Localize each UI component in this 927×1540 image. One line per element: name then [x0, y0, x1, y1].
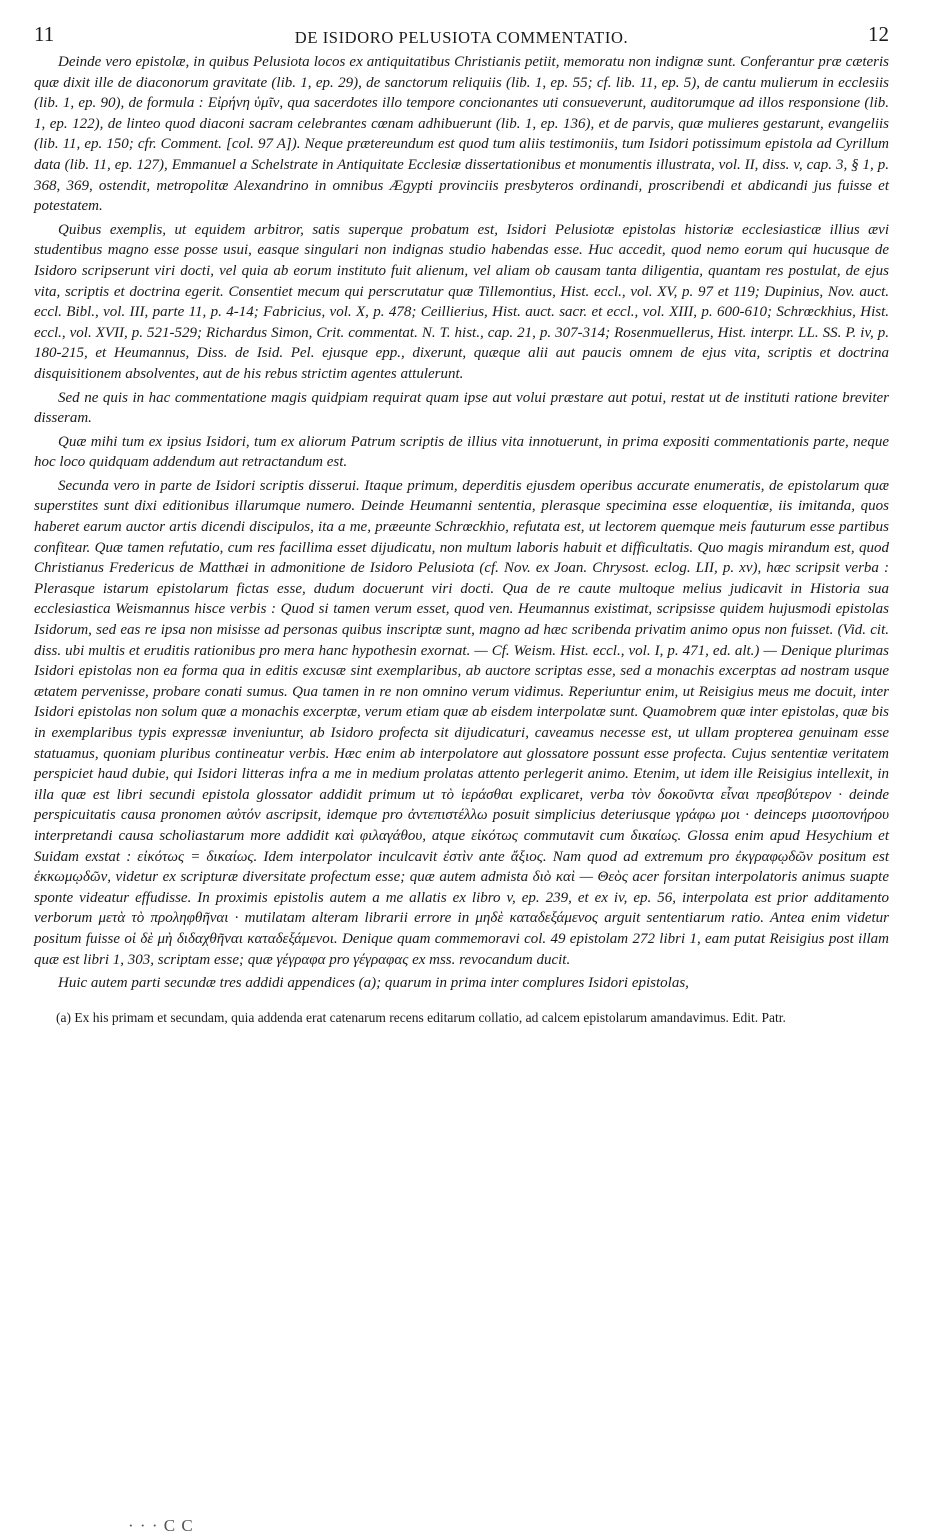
- paragraph: Sed ne quis in hac commentatione magis quidpiam requirat quam ipse aut volui præstare aut potui, restat ut de instituti ratione breviter disseram.: [34, 389, 889, 427]
- paragraph: Huic autem parti secundæ tres addidi appendices (a); quarum in prima inter complures Isidori epistolas,: [58, 975, 689, 992]
- paragraph: Quæ mihi tum ex ipsius Isidori, tum ex aliorum Patrum scriptis de illius vita innotuerunt, in prima expositi commentationis parte, neque hoc loco quidquam addendum aut retractandum est.: [34, 433, 889, 471]
- page-number-left: 11: [34, 22, 55, 46]
- paragraph: Quibus exemplis, ut equidem arbitror, satis superque probatum est, Isidori Pelusiotæ epistolas historiæ ecclesiasticæ illius ævi studentibus magno esse posse usui, easque singulari non indignas studio habendas esse. Huc accedit, quod nemo eorum qui hucusque de Isidoro scripserunt viri docti, vel quia ab eorum instituto fuit alienum, vel aliam ob causam tanta diligentia, quantam res postulat, de ejus vita, scriptis et doctrina egerit. Consentiet mecum qui perscrutatur quæ Tillemontius, Hist. eccl., vol. XV, p. 97 et 119; Dupinius, Nov. auct. eccl. Bibl., vol. III, parte 11, p. 4-14; Fabricius, vol. X, p. 478; Ceillierius, Hist. auct. sacr. et eccl., vol. XIII, p. 600-610; Schrœckhius, Hist. eccl., vol. XVII, p. 521-529; Richardus Simon, Crit. commentat. N. T. hist., cap. 21, p. 307-314; Rosenmuellerus, Hist. interpr. LL. SS. P. iv, p. 180-215, et Heumannus, Diss. de Isid. Pel. ejusque epp., dixerunt, quæque alii aut paucis omnem de ejus vita, scriptis et doctrina disquisitionem absolventes, aut de his rebus strictim agentes attulerunt.: [34, 221, 889, 382]
- paragraph: Secunda vero in parte de Isidori scriptis disserui. Itaque primum, deperditis ejusdem operibus accurate enumeratis, de epistolarum quæ superstites sunt dixi editionibus illarumque numero. Deinde Heumanni sententia, plerasque specimina esse eloquentiæ, iis imitanda, quos haberet earum auctor artis dicendi discipulos, ita a me, præeunte Schrœckhio, refutata est, ut lectorem quemque meis fauturum esse partibus confitear. Quæ tamen refutatio, cum res facillima esset dijudicatu, non multum laboris habuit et difficultatis. Quo magis mirandum est, quod Christianus Fredericus de Matthæi in admonitione de Isidoro Pelusiota (cf. Nov. ex Joan. Chrysost. eclog. LII, p. xv), hæc scripsit verba : Plerasque istarum epistolarum fictas esse, dudum docuerunt viri docti. Qua de re caute multoque melius judicavit in Historia sua ecclesiastica Weismannus hisce verbis : Quod si tamen verum esset, quod ven. Heumannus existimat, scripsisse quidem hujusmodi epistolas Isidorum, sed eas re ipsa non misisse ad personas quibus inscriptæ sunt, magno ad hæc scribenda privatim animo opus non fuisset. (Vid. cit. diss. ubi multis et eruditis rationibus pro mera hanc hypothesin exornat. — Cf. Weism. Hist. eccl., vol. I, p. 471, ed. alt.) — Denique plurimas Isidori epistolas non ea forma qua in editis excusæ sint exemplaribus, ab auctore scriptas esse, sed a monachis excerptas ad nostram usque ætatem pervenisse, probare conati sumus. Qua tamen in re non omnino verum vidimus. Reperiuntur enim, ut Reisigius meus me docuit, inter Isidori epistolas non solum quæ a monachis excerptæ, verum etiam quæ ab eisdem interpolatæ sunt. Quamobrem quæ inter epistolas, quæ bis in exemplaribus typis expressæ inveniuntur, ab Isidoro profecta sit dijudicaturi, caveamus necesse est, ut ullam propterea genuinam esse statuamus, quoniam pluribus contineatur verbis. Hæc enim ab interpolatore aut glossatore possunt esse profecta. Cujus sententiæ veritatem perspiciet haud dubie, qui Isidori litteras infra a me in medium prolatas attento perlegerit animo. Etenim, ut idem ille Reisigius intellexit, in illa quæ est libri secundi epistola glossator addidit primum ut τὸ ἱεράσθαι explicaret, verba τὸν δοκοῦντα εἶναι πρεσβύτερον · deinde perspicuitatis causa pronomen αὐτόν ascripsit, idemque pro ἀντεπιστέλλω posuit simplicius deteriusque γράφω μοι · deinceps μισοπονήρου interpretandi causa scholiastarum more addidit καὶ φιλαγάθου, atque εἰκότως commutavit cum δικαίως. Glossa enim apud Hesychium et Suidam exstat : εἰκότως = δικαίως. Idem interpolator inculcavit ἐστὶν ante ἄξιος. Nam quod ad extremum pro ἐκγραφῳδῶν positum est ἐκκωμῳδῶν, videtur ex scripturæ diversitate profectum esse; quæ autem admista διὸ καὶ — Θεὸς acer forsitan interpolatoris animus suapte sponte videatur effudisse. In proximis epistolis autem a me allatis ex libro v, ep. 239, et ex iv, ep. 56, interpolata est prior additamento verborum μετὰ τὸ προληφθῆναι · mutilatam alteram librarii errore in μηδὲ καταδεξάμενος arguit sententiarum ratio. Antea enim videtur positum fuisse οἱ δὲ μὴ διδαχθῆναι καταδεξάμενοι. Denique quam commemoravi col. 49 epistolam 272 libri 1, eam putat Reisigius post illam quæ est libri 1, 303, scriptam esse; quæ γέγραφα pro γέγραφας ex mss. revocandum ducit.: [34, 477, 889, 968]
- body-text: [34, 52, 889, 994]
- folio-mark: · · · C C: [128, 1516, 194, 1535]
- paragraph: Deinde vero epistolæ, in quibus Pelusiota locos ex antiquitatibus Christianis petiit, memoratu non indignæ sunt. Conferantur præ cæteris quæ dixit ille de diaconorum gravitate (lib. 1, ep. 29), de sanctorum reliquiis (lib. 1, ep. 55; cf. lib. 11, ep. 5), de cantu mulierum in ecclesiis (lib. 1, ep. 90), de formula : Εἰρήνη ὑμῖν, qua sacerdotes illo tempore concionantes uti consueverunt, auditorumque ad illos responsione (lib. 1, ep. 122), de linteo quod diaconi sacram celebrantes cœnam adhibuerunt (lib. 1, ep. 136), et de parvis, quæ mulieres gestarunt, evangeliis (lib. 11, ep. 150; cfr. Comment. [col. 97 A]). Neque prætereundum est quod tum aliis testimoniis, tum Isidori potissimum epistola ad Cyrillum data (lib. 11, ep. 127), Emmanuel a Schelstrate in Antiquitate Ecclesiæ dissertationibus et monumentis illustrata, vol. II, diss. v, cap. 3, § 1, p. 368, 369, ostendit, metropolitæ Alexandrino in omnibus Ægypti provinciis presbyteros ordinandi, proscribendi et abdicandi jus fuisse et potestatem.: [34, 54, 889, 215]
- page-number-right: 12: [868, 22, 889, 46]
- running-header: [34, 22, 889, 48]
- running-title: DE ISIDORO PELUSIOTA COMMENTATIO.: [294, 28, 629, 47]
- footnote: (a) Ex his primam et secundam, quia addenda erat catenarum recens editarum collatio, ad calcem epistolarum amandavimus. Edit. Patr.: [56, 1009, 786, 1025]
